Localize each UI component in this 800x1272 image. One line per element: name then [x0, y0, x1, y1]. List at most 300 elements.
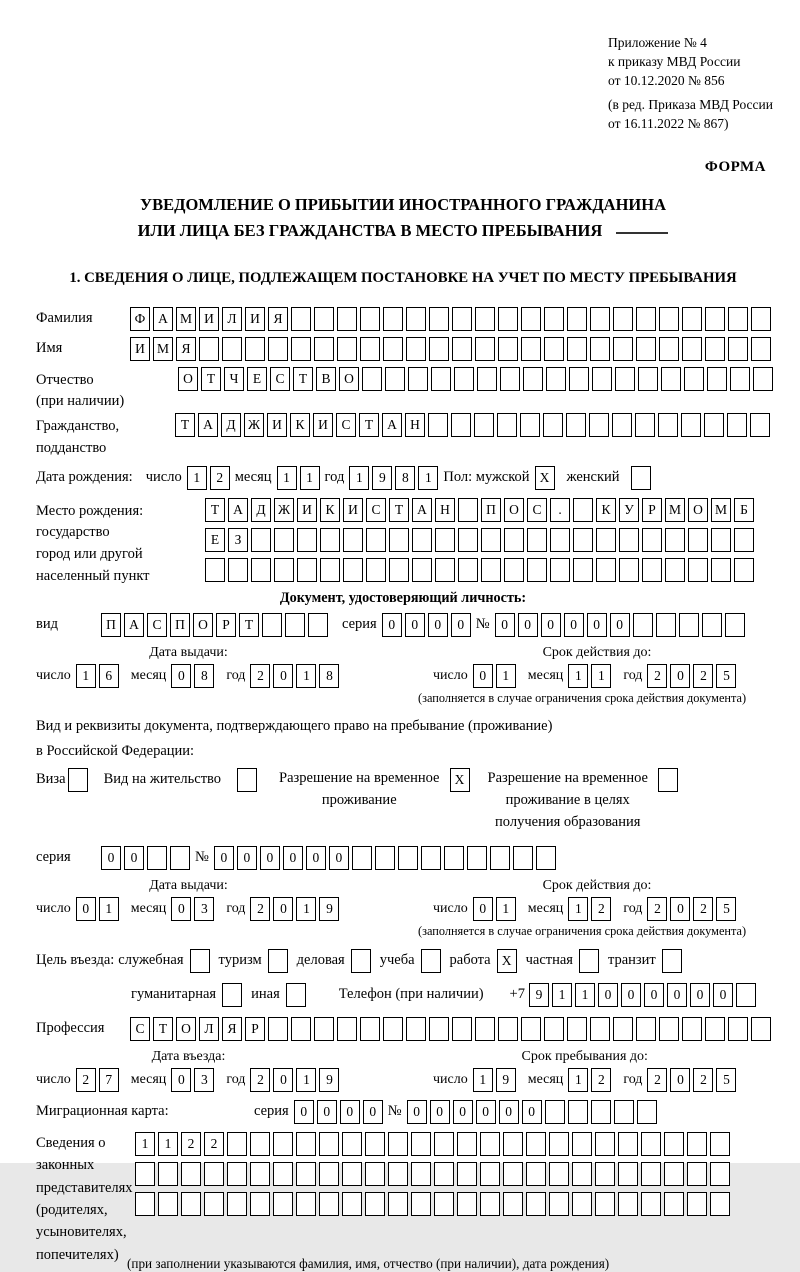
char-box[interactable]: И: [297, 498, 317, 522]
char-box[interactable]: 1: [135, 1132, 155, 1156]
char-box[interactable]: И: [245, 307, 265, 331]
char-box[interactable]: О: [504, 498, 524, 522]
char-box[interactable]: 1: [552, 983, 572, 1007]
char-box[interactable]: [642, 558, 662, 582]
char-box[interactable]: [641, 1192, 661, 1216]
char-box[interactable]: [521, 1017, 541, 1041]
char-box[interactable]: [480, 1162, 500, 1186]
char-box[interactable]: [543, 413, 563, 437]
char-box[interactable]: О: [688, 498, 708, 522]
char-box[interactable]: [343, 558, 363, 582]
char-box[interactable]: [337, 307, 357, 331]
char-box[interactable]: [458, 558, 478, 582]
char-box[interactable]: 0: [670, 1068, 690, 1092]
char-box[interactable]: И: [199, 307, 219, 331]
char-box[interactable]: [147, 846, 167, 870]
char-box[interactable]: Я: [222, 1017, 242, 1041]
char-box[interactable]: [566, 413, 586, 437]
char-box[interactable]: [342, 1192, 362, 1216]
char-box[interactable]: [705, 1017, 725, 1041]
char-box[interactable]: [435, 528, 455, 552]
char-box[interactable]: [274, 558, 294, 582]
char-box[interactable]: [527, 558, 547, 582]
char-box[interactable]: С: [336, 413, 356, 437]
char-box[interactable]: [684, 367, 704, 391]
char-box[interactable]: [343, 528, 363, 552]
char-box[interactable]: [458, 498, 478, 522]
purpose-private-checkbox[interactable]: [579, 949, 599, 973]
char-box[interactable]: 1: [591, 664, 611, 688]
char-box[interactable]: 2: [693, 897, 713, 921]
char-box[interactable]: О: [193, 613, 213, 637]
char-box[interactable]: [544, 1017, 564, 1041]
char-box[interactable]: [222, 337, 242, 361]
char-box[interactable]: [375, 846, 395, 870]
char-box[interactable]: [595, 1192, 615, 1216]
char-box[interactable]: [658, 413, 678, 437]
char-box[interactable]: 0: [644, 983, 664, 1007]
char-box[interactable]: 1: [187, 466, 207, 490]
char-box[interactable]: [291, 307, 311, 331]
char-box[interactable]: [434, 1132, 454, 1156]
char-box[interactable]: [481, 558, 501, 582]
char-box[interactable]: 6: [99, 664, 119, 688]
char-box[interactable]: [665, 528, 685, 552]
char-box[interactable]: [444, 846, 464, 870]
char-box[interactable]: [227, 1162, 247, 1186]
char-box[interactable]: Л: [222, 307, 242, 331]
char-box[interactable]: С: [270, 367, 290, 391]
char-box[interactable]: [273, 1132, 293, 1156]
char-box[interactable]: [664, 1162, 684, 1186]
char-box[interactable]: [572, 1132, 592, 1156]
char-box[interactable]: Т: [359, 413, 379, 437]
char-box[interactable]: [475, 337, 495, 361]
char-box[interactable]: 0: [124, 846, 144, 870]
char-box[interactable]: Е: [247, 367, 267, 391]
char-box[interactable]: [251, 558, 271, 582]
char-box[interactable]: [569, 367, 589, 391]
char-box[interactable]: [366, 558, 386, 582]
char-box[interactable]: [725, 613, 745, 637]
char-box[interactable]: [503, 1132, 523, 1156]
char-box[interactable]: [679, 613, 699, 637]
char-box[interactable]: 2: [693, 1068, 713, 1092]
char-box[interactable]: 0: [428, 613, 448, 637]
char-box[interactable]: [619, 558, 639, 582]
char-box[interactable]: [389, 528, 409, 552]
char-box[interactable]: С: [147, 613, 167, 637]
char-box[interactable]: Н: [435, 498, 455, 522]
char-box[interactable]: [429, 1017, 449, 1041]
char-box[interactable]: С: [527, 498, 547, 522]
char-box[interactable]: К: [320, 498, 340, 522]
char-box[interactable]: [590, 1017, 610, 1041]
char-box[interactable]: [659, 337, 679, 361]
char-box[interactable]: Ж: [274, 498, 294, 522]
purpose-business-checkbox[interactable]: [190, 949, 210, 973]
char-box[interactable]: Т: [293, 367, 313, 391]
char-box[interactable]: [613, 307, 633, 331]
char-box[interactable]: [458, 528, 478, 552]
char-box[interactable]: 0: [294, 1100, 314, 1124]
char-box[interactable]: А: [228, 498, 248, 522]
char-box[interactable]: Ж: [244, 413, 264, 437]
char-box[interactable]: А: [382, 413, 402, 437]
char-box[interactable]: 1: [296, 1068, 316, 1092]
char-box[interactable]: [734, 528, 754, 552]
char-box[interactable]: М: [665, 498, 685, 522]
char-box[interactable]: 0: [713, 983, 733, 1007]
char-box[interactable]: [550, 558, 570, 582]
char-box[interactable]: [615, 367, 635, 391]
char-box[interactable]: Т: [201, 367, 221, 391]
char-box[interactable]: 2: [210, 466, 230, 490]
char-box[interactable]: [454, 367, 474, 391]
char-box[interactable]: [711, 528, 731, 552]
char-box[interactable]: Я: [268, 307, 288, 331]
char-box[interactable]: 1: [568, 897, 588, 921]
char-box[interactable]: П: [481, 498, 501, 522]
char-box[interactable]: Е: [205, 528, 225, 552]
char-box[interactable]: [504, 558, 524, 582]
char-box[interactable]: 1: [496, 664, 516, 688]
char-box[interactable]: 0: [453, 1100, 473, 1124]
char-box[interactable]: [296, 1162, 316, 1186]
char-box[interactable]: [664, 1192, 684, 1216]
char-box[interactable]: [520, 413, 540, 437]
char-box[interactable]: [596, 528, 616, 552]
char-box[interactable]: [250, 1132, 270, 1156]
char-box[interactable]: 0: [101, 846, 121, 870]
char-box[interactable]: [412, 528, 432, 552]
purpose-transit-checkbox[interactable]: [662, 949, 682, 973]
char-box[interactable]: 0: [499, 1100, 519, 1124]
char-box[interactable]: Ф: [130, 307, 150, 331]
char-box[interactable]: [204, 1162, 224, 1186]
char-box[interactable]: [406, 337, 426, 361]
char-box[interactable]: [728, 337, 748, 361]
char-box[interactable]: П: [101, 613, 121, 637]
char-box[interactable]: [618, 1192, 638, 1216]
char-box[interactable]: [285, 613, 305, 637]
char-box[interactable]: [388, 1162, 408, 1186]
char-box[interactable]: [567, 1017, 587, 1041]
char-box[interactable]: 0: [541, 613, 561, 637]
char-box[interactable]: [296, 1192, 316, 1216]
char-box[interactable]: 0: [430, 1100, 450, 1124]
char-box[interactable]: [250, 1162, 270, 1186]
char-box[interactable]: [546, 367, 566, 391]
char-box[interactable]: [636, 337, 656, 361]
char-box[interactable]: 0: [667, 983, 687, 1007]
char-box[interactable]: [550, 528, 570, 552]
char-box[interactable]: М: [153, 337, 173, 361]
char-box[interactable]: 0: [171, 664, 191, 688]
char-box[interactable]: [595, 1132, 615, 1156]
char-box[interactable]: 0: [473, 897, 493, 921]
char-box[interactable]: [383, 1017, 403, 1041]
char-box[interactable]: [536, 846, 556, 870]
char-box[interactable]: 0: [382, 613, 402, 637]
char-box[interactable]: [227, 1132, 247, 1156]
char-box[interactable]: [296, 1132, 316, 1156]
char-box[interactable]: [589, 413, 609, 437]
char-box[interactable]: [360, 307, 380, 331]
purpose-study-checkbox[interactable]: [421, 949, 441, 973]
char-box[interactable]: [572, 1162, 592, 1186]
char-box[interactable]: П: [170, 613, 190, 637]
char-box[interactable]: 0: [587, 613, 607, 637]
char-box[interactable]: [320, 558, 340, 582]
char-box[interactable]: [452, 337, 472, 361]
char-box[interactable]: [457, 1132, 477, 1156]
char-box[interactable]: И: [130, 337, 150, 361]
char-box[interactable]: [227, 1192, 247, 1216]
rvp-checkbox[interactable]: X: [450, 768, 470, 792]
char-box[interactable]: [411, 1192, 431, 1216]
char-box[interactable]: [590, 307, 610, 331]
char-box[interactable]: [411, 1132, 431, 1156]
char-box[interactable]: О: [178, 367, 198, 391]
char-box[interactable]: [705, 337, 725, 361]
char-box[interactable]: 1: [568, 1068, 588, 1092]
char-box[interactable]: 2: [591, 897, 611, 921]
char-box[interactable]: [412, 558, 432, 582]
char-box[interactable]: Д: [221, 413, 241, 437]
char-box[interactable]: [388, 1192, 408, 1216]
char-box[interactable]: [498, 337, 518, 361]
char-box[interactable]: [659, 307, 679, 331]
char-box[interactable]: [527, 528, 547, 552]
char-box[interactable]: [297, 558, 317, 582]
char-box[interactable]: [480, 1192, 500, 1216]
char-box[interactable]: [273, 1162, 293, 1186]
char-box[interactable]: [457, 1162, 477, 1186]
char-box[interactable]: 0: [522, 1100, 542, 1124]
char-box[interactable]: [475, 1017, 495, 1041]
char-box[interactable]: [730, 367, 750, 391]
char-box[interactable]: [314, 1017, 334, 1041]
char-box[interactable]: [659, 1017, 679, 1041]
char-box[interactable]: [633, 613, 653, 637]
char-box[interactable]: А: [124, 613, 144, 637]
char-box[interactable]: 1: [296, 897, 316, 921]
char-box[interactable]: [681, 413, 701, 437]
char-box[interactable]: [707, 367, 727, 391]
char-box[interactable]: [591, 1100, 611, 1124]
purpose-tourism-checkbox[interactable]: [268, 949, 288, 973]
char-box[interactable]: [181, 1192, 201, 1216]
char-box[interactable]: [544, 337, 564, 361]
char-box[interactable]: [481, 528, 501, 552]
char-box[interactable]: В: [316, 367, 336, 391]
char-box[interactable]: [751, 307, 771, 331]
char-box[interactable]: 1: [496, 897, 516, 921]
char-box[interactable]: 9: [372, 466, 392, 490]
char-box[interactable]: [526, 1162, 546, 1186]
char-box[interactable]: [389, 558, 409, 582]
char-box[interactable]: [736, 983, 756, 1007]
char-box[interactable]: [385, 367, 405, 391]
char-box[interactable]: Д: [251, 498, 271, 522]
char-box[interactable]: 2: [250, 664, 270, 688]
char-box[interactable]: А: [198, 413, 218, 437]
char-box[interactable]: [592, 367, 612, 391]
purpose-work-checkbox[interactable]: X: [497, 949, 517, 973]
char-box[interactable]: [573, 498, 593, 522]
char-box[interactable]: [618, 1132, 638, 1156]
char-box[interactable]: Т: [153, 1017, 173, 1041]
char-box[interactable]: [636, 1017, 656, 1041]
char-box[interactable]: [521, 307, 541, 331]
char-box[interactable]: 8: [395, 466, 415, 490]
char-box[interactable]: 0: [273, 664, 293, 688]
char-box[interactable]: [619, 528, 639, 552]
purpose-other-checkbox[interactable]: [286, 983, 306, 1007]
char-box[interactable]: [618, 1162, 638, 1186]
char-box[interactable]: [503, 1192, 523, 1216]
char-box[interactable]: [245, 337, 265, 361]
char-box[interactable]: [635, 413, 655, 437]
char-box[interactable]: [641, 1162, 661, 1186]
char-box[interactable]: 8: [194, 664, 214, 688]
char-box[interactable]: [567, 307, 587, 331]
char-box[interactable]: [545, 1100, 565, 1124]
char-box[interactable]: [467, 846, 487, 870]
char-box[interactable]: С: [130, 1017, 150, 1041]
char-box[interactable]: [750, 413, 770, 437]
char-box[interactable]: 2: [76, 1068, 96, 1092]
char-box[interactable]: 1: [418, 466, 438, 490]
char-box[interactable]: 0: [610, 613, 630, 637]
char-box[interactable]: 0: [237, 846, 257, 870]
char-box[interactable]: [687, 1192, 707, 1216]
char-box[interactable]: 9: [319, 897, 339, 921]
char-box[interactable]: [268, 337, 288, 361]
char-box[interactable]: [291, 337, 311, 361]
char-box[interactable]: [158, 1162, 178, 1186]
char-box[interactable]: [451, 413, 471, 437]
char-box[interactable]: [431, 367, 451, 391]
char-box[interactable]: [477, 367, 497, 391]
char-box[interactable]: [435, 558, 455, 582]
char-box[interactable]: 0: [214, 846, 234, 870]
char-box[interactable]: К: [596, 498, 616, 522]
char-box[interactable]: [682, 337, 702, 361]
char-box[interactable]: 0: [564, 613, 584, 637]
char-box[interactable]: [429, 307, 449, 331]
char-box[interactable]: [360, 337, 380, 361]
char-box[interactable]: 2: [591, 1068, 611, 1092]
char-box[interactable]: [383, 307, 403, 331]
visa-checkbox[interactable]: [68, 768, 88, 792]
char-box[interactable]: 2: [250, 897, 270, 921]
char-box[interactable]: [521, 337, 541, 361]
char-box[interactable]: 2: [647, 897, 667, 921]
char-box[interactable]: У: [619, 498, 639, 522]
char-box[interactable]: 1: [296, 664, 316, 688]
char-box[interactable]: [158, 1192, 178, 1216]
char-box[interactable]: [228, 558, 248, 582]
char-box[interactable]: 1: [568, 664, 588, 688]
char-box[interactable]: А: [153, 307, 173, 331]
char-box[interactable]: [398, 846, 418, 870]
char-box[interactable]: [498, 307, 518, 331]
char-box[interactable]: [352, 846, 372, 870]
residence-permit-checkbox[interactable]: [237, 768, 257, 792]
char-box[interactable]: [710, 1132, 730, 1156]
char-box[interactable]: 1: [277, 466, 297, 490]
char-box[interactable]: 8: [319, 664, 339, 688]
char-box[interactable]: 0: [598, 983, 618, 1007]
char-box[interactable]: [642, 528, 662, 552]
char-box[interactable]: 0: [690, 983, 710, 1007]
char-box[interactable]: [590, 337, 610, 361]
char-box[interactable]: А: [412, 498, 432, 522]
char-box[interactable]: Т: [205, 498, 225, 522]
char-box[interactable]: Р: [245, 1017, 265, 1041]
char-box[interactable]: [452, 1017, 472, 1041]
char-box[interactable]: 7: [99, 1068, 119, 1092]
char-box[interactable]: [360, 1017, 380, 1041]
char-box[interactable]: 9: [496, 1068, 516, 1092]
char-box[interactable]: [613, 337, 633, 361]
char-box[interactable]: 0: [306, 846, 326, 870]
char-box[interactable]: М: [711, 498, 731, 522]
char-box[interactable]: [319, 1162, 339, 1186]
char-box[interactable]: [727, 413, 747, 437]
char-box[interactable]: [342, 1162, 362, 1186]
char-box[interactable]: И: [267, 413, 287, 437]
char-box[interactable]: 1: [76, 664, 96, 688]
char-box[interactable]: [567, 337, 587, 361]
char-box[interactable]: [383, 337, 403, 361]
char-box[interactable]: 0: [518, 613, 538, 637]
char-box[interactable]: К: [290, 413, 310, 437]
char-box[interactable]: 0: [670, 897, 690, 921]
char-box[interactable]: [687, 1162, 707, 1186]
char-box[interactable]: 3: [194, 1068, 214, 1092]
char-box[interactable]: [656, 613, 676, 637]
char-box[interactable]: [688, 558, 708, 582]
char-box[interactable]: .: [550, 498, 570, 522]
char-box[interactable]: [274, 528, 294, 552]
char-box[interactable]: [135, 1162, 155, 1186]
char-box[interactable]: [568, 1100, 588, 1124]
char-box[interactable]: [513, 846, 533, 870]
char-box[interactable]: С: [366, 498, 386, 522]
char-box[interactable]: О: [176, 1017, 196, 1041]
char-box[interactable]: М: [176, 307, 196, 331]
char-box[interactable]: 0: [171, 897, 191, 921]
char-box[interactable]: [181, 1162, 201, 1186]
rvp-edu-checkbox[interactable]: [658, 768, 678, 792]
char-box[interactable]: [728, 307, 748, 331]
char-box[interactable]: 5: [716, 1068, 736, 1092]
char-box[interactable]: И: [343, 498, 363, 522]
char-box[interactable]: Л: [199, 1017, 219, 1041]
char-box[interactable]: [408, 367, 428, 391]
char-box[interactable]: Т: [175, 413, 195, 437]
char-box[interactable]: 2: [647, 664, 667, 688]
char-box[interactable]: 0: [283, 846, 303, 870]
char-box[interactable]: [250, 1192, 270, 1216]
char-box[interactable]: [549, 1132, 569, 1156]
char-box[interactable]: [504, 528, 524, 552]
char-box[interactable]: 1: [158, 1132, 178, 1156]
char-box[interactable]: [500, 367, 520, 391]
